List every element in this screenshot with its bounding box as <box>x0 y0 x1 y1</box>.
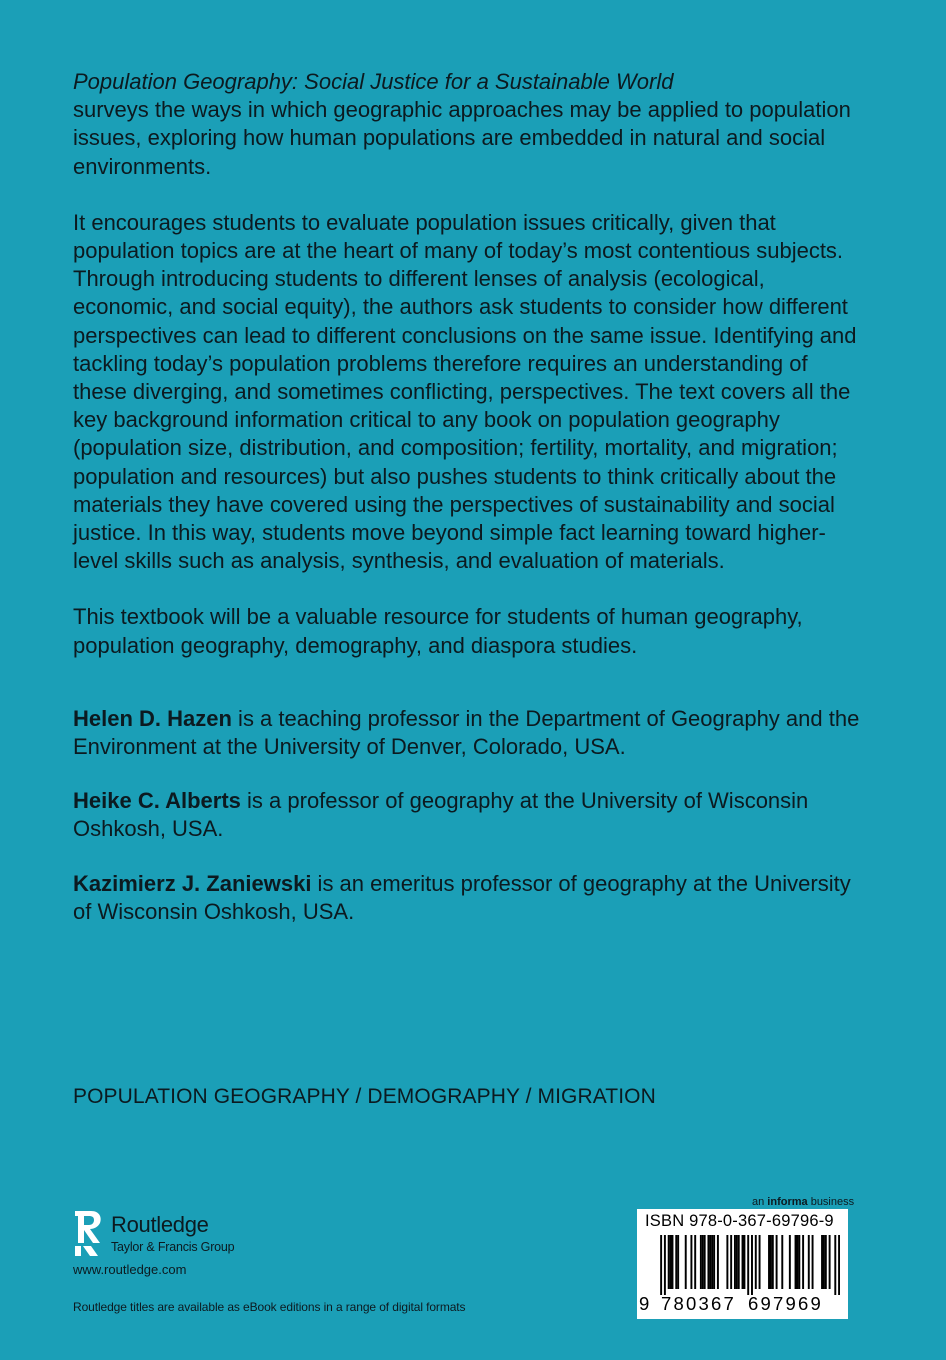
barcode-bar <box>700 1235 702 1289</box>
author-name: Heike C. Alberts <box>73 788 241 814</box>
author-bio-text: is an emeritus professor of geography at the University of Wisconsin Oshkosh, USA. <box>73 870 851 924</box>
barcode-bar <box>812 1235 814 1289</box>
barcode-bar <box>711 1235 713 1289</box>
barcode-bar <box>690 1235 692 1289</box>
barcode-bar <box>702 1235 704 1289</box>
barcode-bar <box>759 1235 761 1289</box>
barcode-bar <box>768 1235 770 1289</box>
barcode-first-digit: 9 <box>639 1293 650 1314</box>
author-bio <box>73 787 863 843</box>
barcode-bar <box>821 1235 823 1289</box>
blurb-paragraph-3: This textbook will be a valuable resource for students of human geography, population geography, demography, and diaspora studies. <box>73 604 803 658</box>
barcode-bar <box>664 1235 666 1295</box>
barcode-bar <box>738 1235 740 1289</box>
barcode-bar <box>668 1235 670 1289</box>
barcode-bar <box>802 1235 804 1289</box>
author-bios <box>73 705 863 926</box>
barcode-bar <box>726 1235 728 1289</box>
informa-brand: informa <box>767 1196 808 1208</box>
barcode-bar <box>730 1235 732 1289</box>
informa-business-line <box>752 1196 854 1208</box>
barcode-bars <box>645 1235 840 1295</box>
barcode-bar <box>808 1235 810 1289</box>
author-name: Kazimierz J. Zaniewski <box>73 870 312 896</box>
barcode-bar <box>704 1235 706 1289</box>
barcode-bar <box>776 1235 778 1289</box>
barcode-bar <box>834 1235 836 1295</box>
author-name: Helen D. Hazen <box>73 705 232 731</box>
publisher-name: Routledge <box>111 1212 209 1237</box>
barcode-bar <box>672 1235 674 1289</box>
barcode-bar <box>770 1235 772 1289</box>
blurb-intro-text: surveys the ways in which geographic approaches may be applied to population issues, exploring how human populations are embedded in natural and social environments. <box>73 97 851 179</box>
isbn-label: ISBN 978-0-367-69796-9 <box>645 1212 834 1230</box>
barcode-bar <box>736 1235 738 1289</box>
barcode-bar <box>694 1235 696 1289</box>
barcode-bar <box>825 1235 827 1289</box>
ebook-note: Routledge titles are available as eBook editions in a range of digital formats <box>73 1300 466 1314</box>
barcode-bar <box>829 1235 831 1289</box>
author-bio-text: is a teaching professor in the Department of Geography and the Environment at the University of Denver, Colorado, USA. <box>73 705 860 760</box>
barcode-bar <box>823 1235 825 1289</box>
publisher-url[interactable]: www.routledge.com <box>73 1262 187 1277</box>
barcode-bar <box>796 1235 798 1289</box>
barcode-right-group: 697969 <box>748 1293 823 1314</box>
barcode-bar <box>751 1235 753 1295</box>
book-title: Population Geography: Social Justice for a Sustainable World <box>73 69 674 94</box>
subject-categories: POPULATION GEOGRAPHY / DEMOGRAPHY / MIGRATION <box>73 1085 656 1108</box>
barcode-bar <box>660 1235 662 1295</box>
informa-suffix: business <box>807 1196 855 1208</box>
author-bio-text: is a professor of geography at the University of Wisconsin Oshkosh, USA. <box>73 788 809 842</box>
back-cover-text <box>73 68 863 952</box>
barcode-bar <box>675 1235 677 1289</box>
barcode-bar <box>717 1235 719 1289</box>
barcode-bar <box>755 1235 757 1289</box>
publisher-group: Taylor & Francis Group <box>111 1240 235 1254</box>
barcode-bar <box>670 1235 672 1289</box>
barcode-bar <box>707 1235 709 1289</box>
informa-prefix: an <box>752 1196 768 1208</box>
barcode-left-group: 780367 <box>661 1293 736 1314</box>
barcode-bar <box>713 1235 715 1289</box>
barcode-bar <box>838 1235 840 1295</box>
barcode-bar <box>789 1235 791 1289</box>
barcode-bar <box>795 1235 797 1289</box>
barcode-bar <box>798 1235 800 1289</box>
barcode-bar <box>772 1235 774 1289</box>
barcode-bar <box>781 1235 783 1289</box>
routledge-logo-icon <box>73 1208 105 1258</box>
barcode-bar <box>709 1235 711 1289</box>
barcode-bar <box>677 1235 679 1289</box>
barcode-bar <box>743 1235 745 1289</box>
barcode-bar <box>747 1235 749 1295</box>
barcode-bar <box>742 1235 744 1289</box>
barcode-bar <box>734 1235 736 1289</box>
isbn-barcode <box>637 1209 848 1319</box>
author-bio <box>73 705 863 761</box>
author-bio <box>73 870 863 926</box>
blurb-intro <box>73 68 863 181</box>
blurb-paragraph-2: It encourages students to evaluate population issues critically, given that population topics are at the heart of many of today’s most contentious subjects. Through introducing students to different lenses of analysis (ecological, economic, and social equity), the authors ask students to consider how different perspectives can lead to different conclusions on the same issue. Identifying and tackling today’s population problems therefore requires an understanding of these diverging, and sometimes conflicting, perspectives. The text covers all the key background information critical to any book on population geography (population size, distribution, and composition; fertility, mortality, and migration; population and resources) but also pushes students to think critically about the materials they have covered using the perspectives of sustainability and social justice. In this way, students move beyond simple fact learning toward higher-level skills such as analysis, synthesis, and evaluation of materials. <box>73 209 857 574</box>
barcode-bar <box>685 1235 687 1289</box>
